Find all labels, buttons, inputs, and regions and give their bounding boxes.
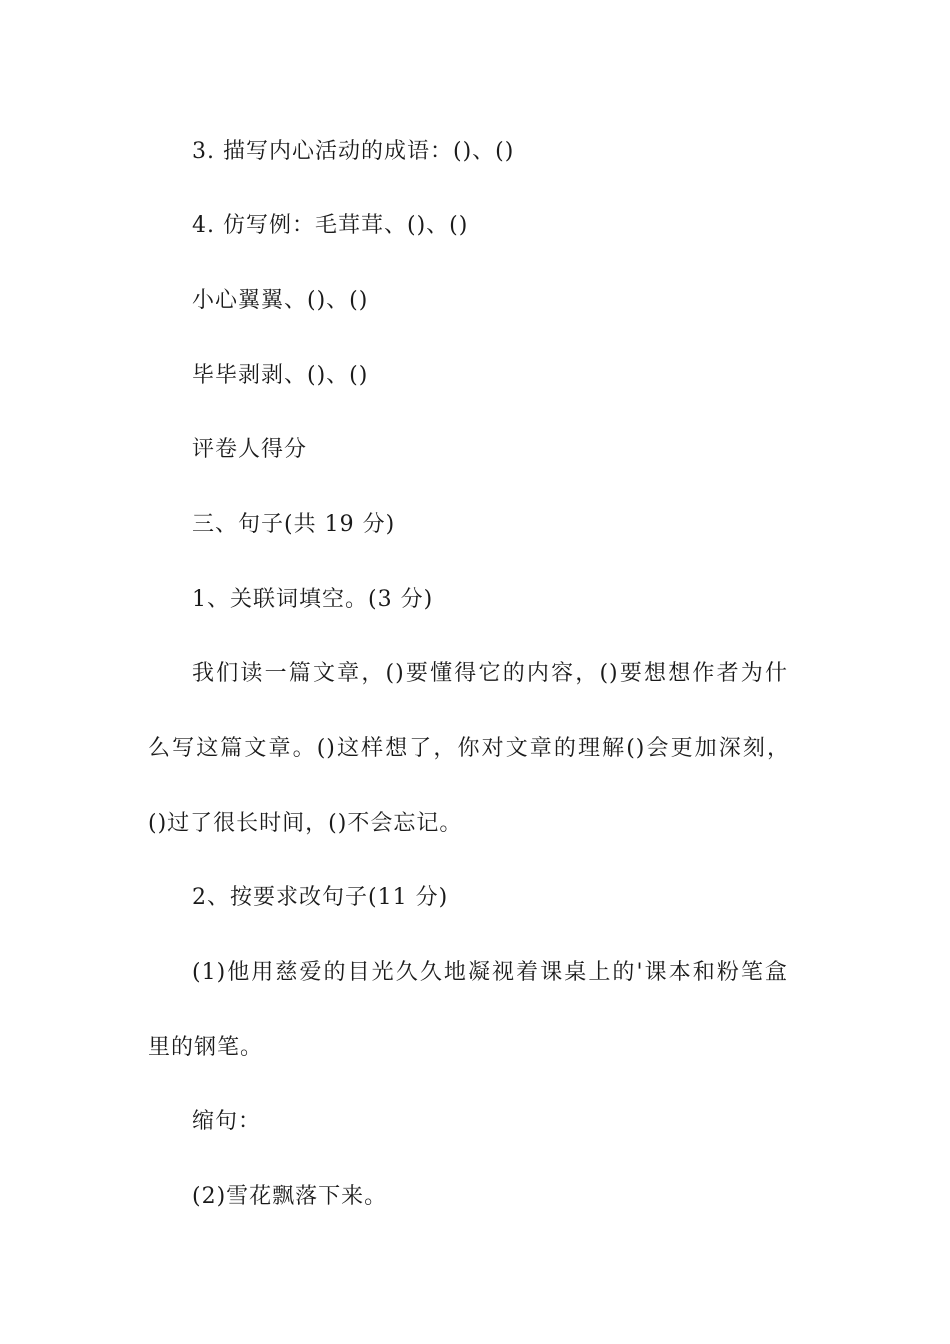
item-1-heading: 1、关联词填空。(3 分): [192, 587, 434, 612]
imitate-line-xiaoxinyiyi: 小心翼翼、()、(): [192, 288, 369, 313]
sentence-1-line-2: 里的钢笔。: [148, 1035, 264, 1060]
grader-score-label: 评卷人得分: [192, 437, 308, 462]
question-3-idioms: 3. 描写内心活动的成语：()、(): [192, 139, 515, 164]
shorten-sentence-label: 缩句：: [192, 1109, 262, 1134]
sentence-1-line-1: (1)他用慈爱的目光久久地凝视着课桌上的'课本和粉笔盒: [192, 960, 788, 985]
imitate-line-bibibobo: 毕毕剥剥、()、(): [192, 363, 369, 388]
paragraph-line-2: 么写这篇文章。()这样想了，你对文章的理解()会更加深刻，: [148, 736, 790, 761]
sentence-2: (2)雪花飘落下来。: [192, 1184, 388, 1209]
question-4-imitate: 4. 仿写例：毛茸茸、()、(): [192, 213, 469, 238]
paragraph-line-3: ()过了很长时间，()不会忘记。: [148, 811, 463, 836]
section-3-heading: 三、句子(共 19 分): [192, 512, 396, 537]
paragraph-line-1: 我们读一篇文章，()要懂得它的内容，()要想想作者为什: [192, 661, 788, 686]
item-2-heading: 2、按要求改句子(11 分): [192, 885, 449, 910]
